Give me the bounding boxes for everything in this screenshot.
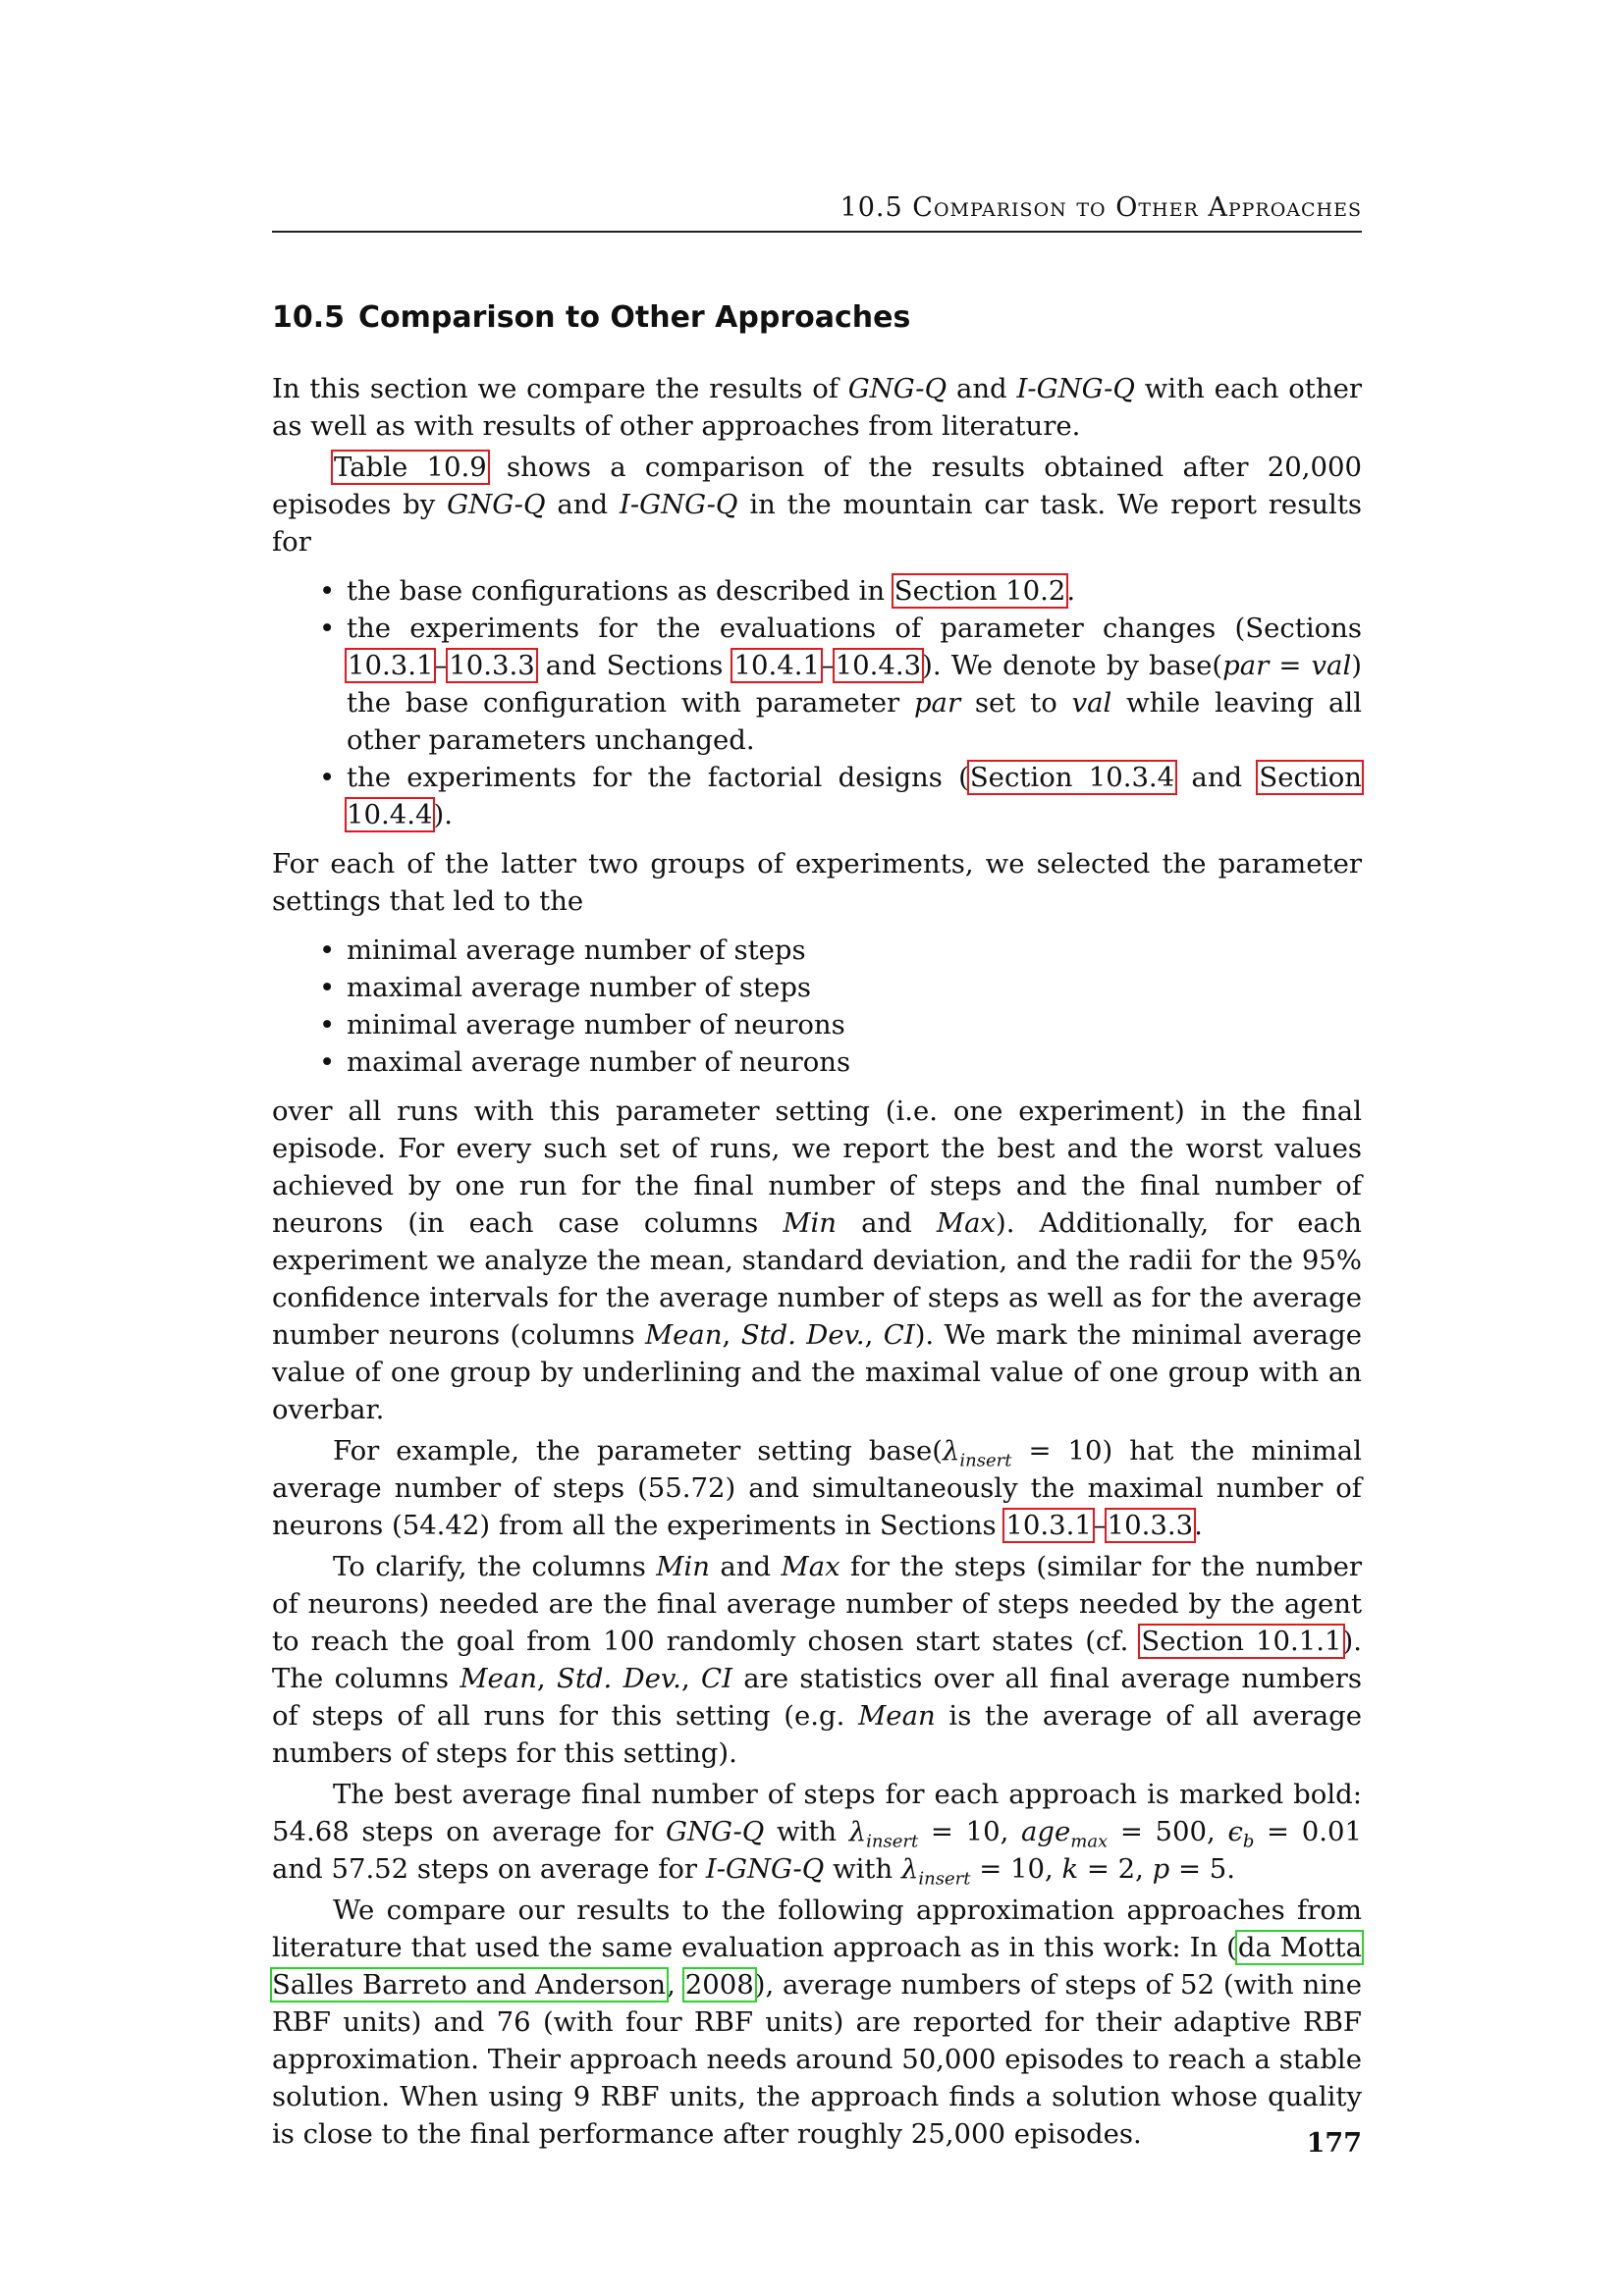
link-10-4-3[interactable]: 10.4.3 — [835, 650, 922, 681]
list-item: • the experiments for the factorial designs (Section 10.3.4 and Section 10.4.4). — [272, 759, 1362, 833]
list-item: • the base configurations as described in Section 10.2. — [272, 572, 1362, 610]
paragraph-table-intro: Table 10.9 shows a comparison of the results obtained after 20,000 episodes by GNG-Q and I-GNG-Q in the mountain car task. We report results for — [272, 452, 1363, 558]
list-selection-criteria — [272, 932, 1362, 1081]
paragraph-best: The best average final number of steps for each approach is marked bold: 54.68 steps on average for GNG-Q with $\lambda_{insert} = 10$, age$_{max}$ = 500, $\epsilon_b = 0.01$ and 57.52 steps on average for I-GNG-Q with $\lambda_{insert} = 10$, k = 2, p = 5. — [272, 1779, 1362, 1890]
link-section-10-1-1[interactable]: Section 10.1.1 — [1141, 1626, 1342, 1657]
link-section-10-2[interactable]: Section 10.2 — [893, 575, 1066, 607]
header-section-number: 10.5 — [839, 192, 903, 223]
paragraph-intro: In this section we compare the results of GNG-Q and I-GNG-Q with each other as well as with results of other approaches from literature. — [272, 373, 1362, 442]
link-10-3-3-b[interactable]: 10.3.3 — [1107, 1510, 1194, 1541]
link-section-10-4-4[interactable]: Section 10.4.4 — [347, 762, 1363, 830]
section-heading-title: Comparison to Other Approaches — [358, 300, 911, 335]
paragraph-example: For example, the parameter setting $base(\lambda_{insert} = 10)$ hat the minimal average number of steps (55.72) and simultaneously the maximal number of neurons (54.42) from all the experiments in Sections 10.3.1–10.3.3. — [272, 1435, 1362, 1541]
link-10-4-1[interactable]: 10.4.1 — [733, 650, 820, 681]
list-item: • minimal average number of steps — [272, 932, 1362, 969]
citation-year[interactable]: 2008 — [684, 1969, 754, 2001]
paragraph-over-all-runs: over all runs with this parameter setting (i.e. one experiment) in the final episode. For every such set of runs, we report the best and the worst values achieved by one run for the final number of steps and the final number of neurons (in each case columns Min and Max). Additionally, for each experiment we analyze the mean, standard deviation, and the radii for the 95% confidence intervals for the average number of steps as well as for the average number neurons (columns Mean, Std. Dev., CI). We mark the minimal average value of one group by underlining and the maximal value of one group with an overbar. — [272, 1095, 1362, 1425]
link-10-3-1[interactable]: 10.3.1 — [348, 650, 434, 681]
list-item: • maximal average number of steps — [272, 969, 1362, 1006]
link-table-10-9[interactable]: Table 10.9 — [334, 452, 487, 483]
citation-author[interactable]: da Motta Salles Barreto and Anderson — [272, 1932, 1362, 2001]
list-item: • maximal average number of neurons — [272, 1043, 1362, 1081]
list-item: • minimal average number of neurons — [272, 1006, 1362, 1043]
list-item: • the experiments for the evaluations of parameter changes (Sections 10.3.1–10.3.3 and Sections 10.4.1–10.4.3). We denote by base(par = val) the base configuration with parameter par set to val while leaving all other parameters unchanged. — [272, 610, 1362, 759]
page-number: 177 — [1306, 2128, 1362, 2159]
paragraph-latter-groups: For each of the latter two groups of experiments, we selected the parameter settings that led to the — [272, 848, 1362, 917]
header-section-title: Comparison to Other Approaches — [912, 192, 1362, 223]
link-section-10-3-4[interactable]: Section 10.3.4 — [969, 762, 1175, 793]
section-heading-number: 10.5 — [272, 300, 346, 335]
paragraph-clarify: To clarify, the columns Min and Max for the steps (similar for the number of neurons) needed are the final average number of steps needed by the agent to reach the goal from 100 randomly chosen start states (cf. Section 10.1.1). The columns Mean, Std. Dev., CI are statistics over all final average numbers of steps of all runs for this setting (e.g. Mean is the average of all average numbers of steps for this setting). — [272, 1551, 1363, 1769]
section-heading — [272, 300, 1362, 335]
link-10-3-3[interactable]: 10.3.3 — [449, 650, 535, 681]
list-result-groups — [272, 572, 1362, 833]
running-header — [272, 192, 1362, 233]
link-10-3-1-b[interactable]: 10.3.1 — [1005, 1510, 1092, 1541]
paragraph-compare: We compare our results to the following approximation approaches from literature that used the same evaluation approach as in this work: In (da Motta Salles Barreto and Anderson, 2008), average numbers of steps of 52 (with nine RBF units) and 76 (with four RBF units) are reported for their adaptive RBF approximation. Their approach needs around 50,000 episodes to reach a stable solution. When using 9 RBF units, the approach finds a solution whose quality is close to the final performance after roughly 25,000 episodes. — [272, 1895, 1362, 2150]
